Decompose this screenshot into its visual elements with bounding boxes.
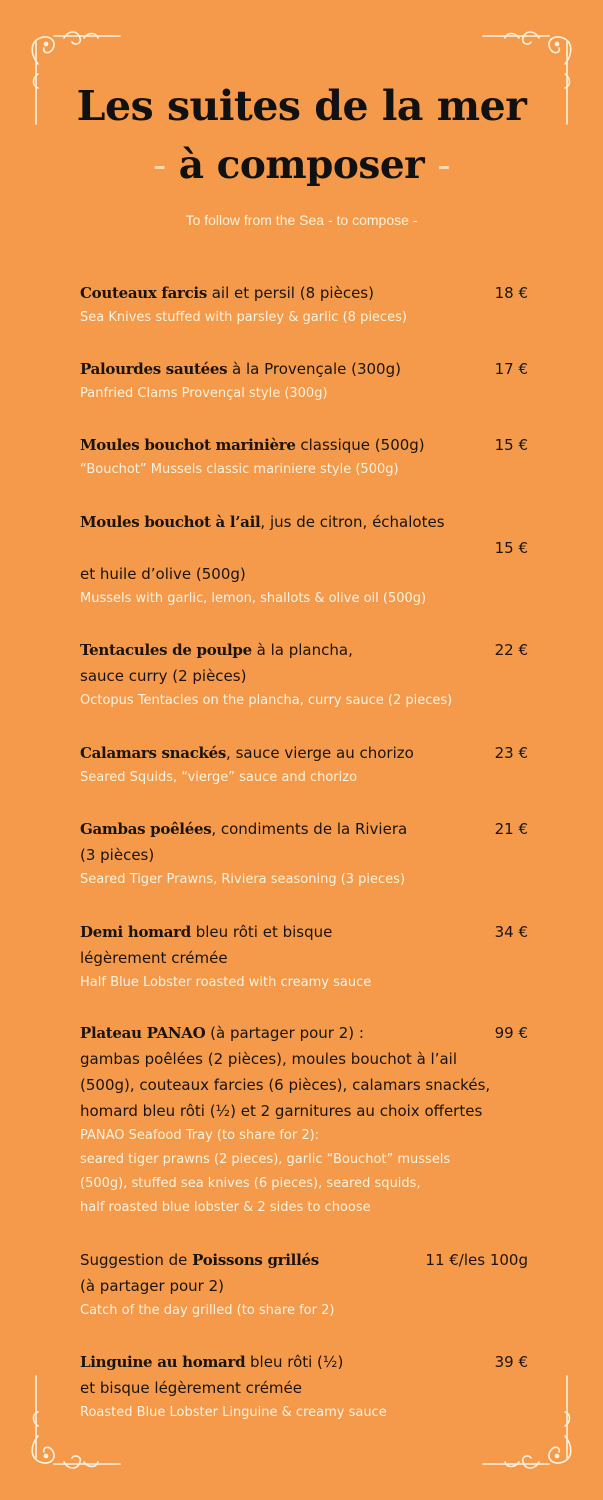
item-english: Panfried Clams Provençal style (300g) [80,386,328,401]
item-english: Octopus Tentacles on the plancha, curry sauce (2 pieces) [80,693,453,708]
item-name-line-2: et bisque légèrement crémée [80,1379,302,1397]
menu-item [80,356,528,406]
menu-item [80,1247,528,1323]
item-name-line-2: légèrement crémée [80,949,228,967]
item-price: 17 € [494,360,528,378]
item-name-line-3: (500g), couteaux farcies (6 pièces), calamars snackés, [80,1076,491,1094]
item-name-rest: , jus de citron, échalotes [260,513,445,531]
item-name [80,280,528,306]
item-name-rest: bleu rôti et bisque [190,923,333,941]
item-price: 15 € [494,436,528,454]
item-price: 11 €/les 100g [425,1251,528,1269]
item-price: 99 € [494,1024,528,1042]
item-name [80,509,528,535]
item-name-rest: bleu rôti (½) [245,1353,344,1371]
item-name [80,432,528,458]
item-english-line-4: half roasted blue lobster & 2 sides to choose [80,1200,371,1215]
item-name [80,356,528,382]
title-dash-left: - [152,143,166,188]
item-name-bold: Moules bouchot à l’ail [80,513,261,531]
item-name [80,637,528,663]
item-price: 39 € [494,1353,528,1371]
item-name [80,1349,528,1375]
item-name-line-4: homard bleu rôti (½) et 2 garnitures au choix offertes [80,1102,483,1120]
item-name-bold: Linguine au homard [80,1353,246,1371]
page-title-line-2 [0,142,603,188]
item-name-bold: Plateau PANAO [80,1024,206,1042]
item-price: 15 € [494,539,528,557]
item-name-rest: à la plancha, [251,641,353,659]
item-name-bold: Gambas poêlées [80,820,212,838]
item-name-bold: Tentacules de poulpe [80,641,252,659]
item-name-bold: Calamars snackés [80,744,227,762]
page-subtitle: To follow from the Sea - to compose - [185,212,418,228]
item-name [80,1020,528,1046]
item-name-rest: (à partager pour 2) : [205,1024,364,1042]
item-name-bold: Poissons grillés [192,1251,319,1269]
item-name-rest: , sauce vierge au chorizo [226,744,414,762]
menu-item [80,637,528,713]
item-name [80,740,528,766]
item-name [80,919,528,945]
item-price: 23 € [494,744,528,762]
menu-item [80,1020,528,1220]
item-price: 21 € [494,820,528,838]
item-name-bold: Moules bouchot marinière [80,436,296,454]
item-price: 34 € [494,923,528,941]
item-name-line-2: sauce curry (2 pièces) [80,667,247,685]
item-english: Sea Knives stuffed with parsley & garlic (8 pieces) [80,310,407,325]
item-price: 18 € [494,284,528,302]
item-english: Seared Squids, “vierge” sauce and chorizo [80,770,358,785]
menu-item [80,919,528,995]
title-dash-right: - [437,143,450,188]
item-english: Roasted Blue Lobster Linguine & creamy sauce [80,1405,387,1420]
title-text-compose: à composer [178,142,425,188]
page-title: Les suites de la mer [76,82,527,130]
item-name-bold: Couteaux farcis [80,284,207,302]
item-name-line-2: (à partager pour 2) [80,1277,224,1295]
item-english: Half Blue Lobster roasted with creamy sauce [80,975,372,990]
item-name-rest: classique (500g) [295,436,425,454]
menu-item [80,432,528,482]
item-english: Catch of the day grilled (to share for 2) [80,1303,335,1318]
menu-item [80,816,528,892]
menu-item [80,740,528,790]
item-name-line-2: et huile d’olive (500g) [80,565,246,583]
item-name-line-2: gambas poêlées (2 pièces), moules bouchot à l’ail [80,1050,457,1068]
item-name-bold: Palourdes sautées [80,360,228,378]
item-name-rest: ail et persil (8 pièces) [206,284,374,302]
item-name-prefix: Suggestion de [80,1251,193,1269]
menu-item [80,280,528,330]
item-english: Mussels with garlic, lemon, shallots & olive oil (500g) [80,591,427,606]
item-name-rest: , condiments de la Riviera [211,820,408,838]
item-english-line-3: (500g), stuffed sea knives (6 pieces), seared squids, [80,1176,421,1191]
item-name-line-2: (3 pièces) [80,846,155,864]
item-name-rest: à la Provençale (300g) [227,360,401,378]
menu-item [80,1349,528,1425]
item-english-line-2: seared tiger prawns (2 pieces), garlic “Bouchot” mussels [80,1152,451,1167]
item-name [80,816,528,842]
item-name-bold: Demi homard [80,923,191,941]
menu-item [80,509,528,611]
item-english: “Bouchot” Mussels classic mariniere style (500g) [80,462,399,477]
item-price: 22 € [494,641,528,659]
item-english: Seared Tiger Prawns, Riviera seasoning (3 pieces) [80,872,406,887]
item-english: PANAO Seafood Tray (to share for 2): [80,1128,320,1143]
